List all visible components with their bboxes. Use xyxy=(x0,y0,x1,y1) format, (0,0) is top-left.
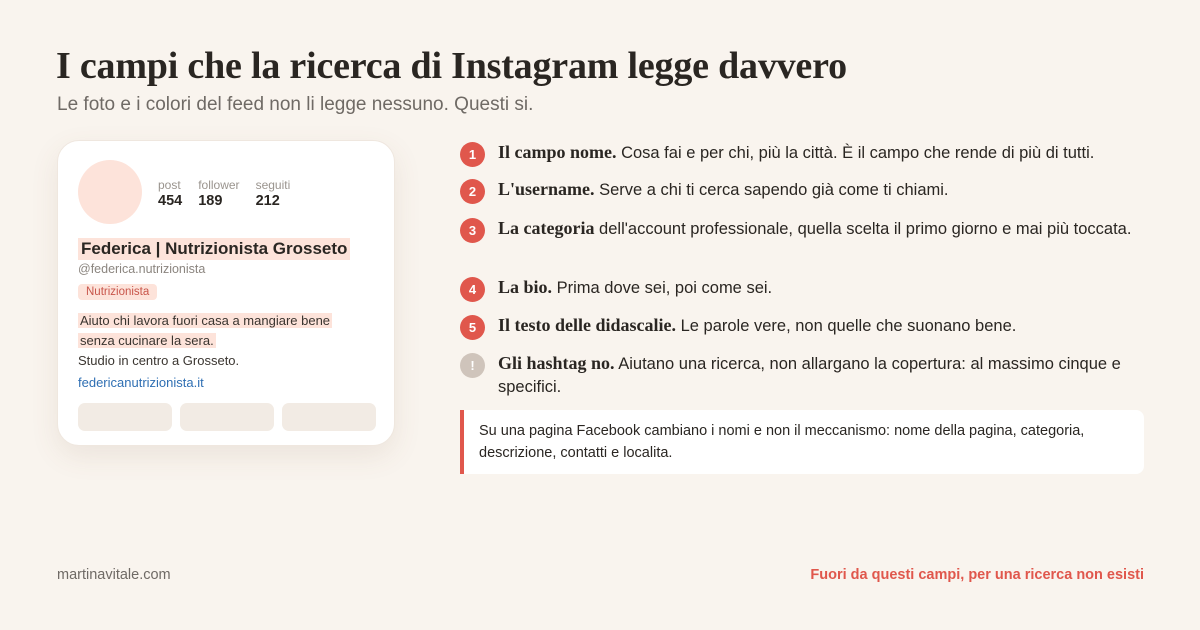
bio-line: senza cucinare la sera. xyxy=(80,333,214,348)
item-description: Le parole vere, non quelle che suonano bene. xyxy=(676,317,1017,335)
profile-stats xyxy=(158,178,290,210)
page-title: I campi che la ricerca di Instagram legge davvero xyxy=(56,45,847,87)
stat-value: 212 xyxy=(255,193,280,209)
number-badge: 1 xyxy=(460,142,485,167)
item-heading: L'username. xyxy=(498,179,595,199)
item-description: Prima dove sei, poi come sei. xyxy=(552,279,773,297)
list-item-name-field xyxy=(460,141,1150,167)
stat-posts xyxy=(158,178,182,210)
number-badge: 5 xyxy=(460,315,485,340)
footer-tagline: Fuori da questi campi, per una ricerca non esisti xyxy=(810,567,1144,583)
stat-followers xyxy=(198,178,239,210)
item-text xyxy=(498,276,772,300)
number-badge: 2 xyxy=(460,179,485,204)
profile-button-row xyxy=(78,403,376,431)
category-badge: Nutrizionista xyxy=(78,284,157,300)
page-subtitle: Le foto e i colori del feed non li legge nessuno. Questi si. xyxy=(57,94,534,115)
profile-bio xyxy=(78,311,378,371)
stat-value: 189 xyxy=(198,193,223,209)
bio-line: Studio in centro a Grosseto. xyxy=(78,353,240,368)
number-badge: 3 xyxy=(460,218,485,243)
item-heading: La bio. xyxy=(498,277,553,297)
profile-button[interactable] xyxy=(282,403,376,431)
profile-name: Federica | Nutrizionista Grosseto xyxy=(78,238,350,260)
list-item-category xyxy=(460,217,1150,243)
item-description: Aiutano una ricerca, non allargano la copertura: al massimo cinque e specifici. xyxy=(498,355,1121,396)
item-description: dell'account professionale, quella scelta il primo giorno e mai più toccata. xyxy=(594,220,1132,238)
profile-link[interactable]: federicanutrizionista.it xyxy=(78,375,204,390)
bio-line: Aiuto chi lavora fuori casa a mangiare bene xyxy=(80,313,331,328)
list-item-bio xyxy=(460,276,1150,302)
number-badge: 4 xyxy=(460,277,485,302)
item-text xyxy=(498,178,949,202)
stat-following xyxy=(256,178,291,210)
item-text xyxy=(498,141,1094,165)
warning-icon: ! xyxy=(460,353,485,378)
item-text xyxy=(498,352,1150,399)
list-item-captions xyxy=(460,314,1150,340)
facebook-note: Su una pagina Facebook cambiano i nomi e non il meccanismo: nome della pagina, categoria, descrizione, contatti e localita. xyxy=(460,410,1144,474)
item-heading: La categoria xyxy=(498,218,595,238)
profile-button[interactable] xyxy=(180,403,274,431)
stat-label: post xyxy=(158,178,181,192)
item-text xyxy=(498,314,1016,338)
item-heading: Il testo delle didascalie. xyxy=(498,315,676,335)
item-heading: Il campo nome. xyxy=(498,142,617,162)
item-heading: Gli hashtag no. xyxy=(498,353,615,373)
item-text xyxy=(498,217,1131,241)
profile-button[interactable] xyxy=(78,403,172,431)
item-description: Cosa fai e per chi, più la città. È il campo che rende di più di tutti. xyxy=(616,144,1095,162)
stat-label: follower xyxy=(198,178,240,192)
stat-label: seguiti xyxy=(255,178,291,192)
list-item-hashtags xyxy=(460,352,1150,399)
footer-site[interactable]: martinavitale.com xyxy=(57,567,171,583)
stat-value: 454 xyxy=(158,193,183,209)
avatar xyxy=(78,160,142,224)
list-item-username xyxy=(460,178,1150,204)
item-description: Serve a chi ti cerca sapendo già come ti chiami. xyxy=(594,181,949,199)
profile-username: @federica.nutrizionista xyxy=(78,262,206,276)
profile-card xyxy=(57,140,395,446)
